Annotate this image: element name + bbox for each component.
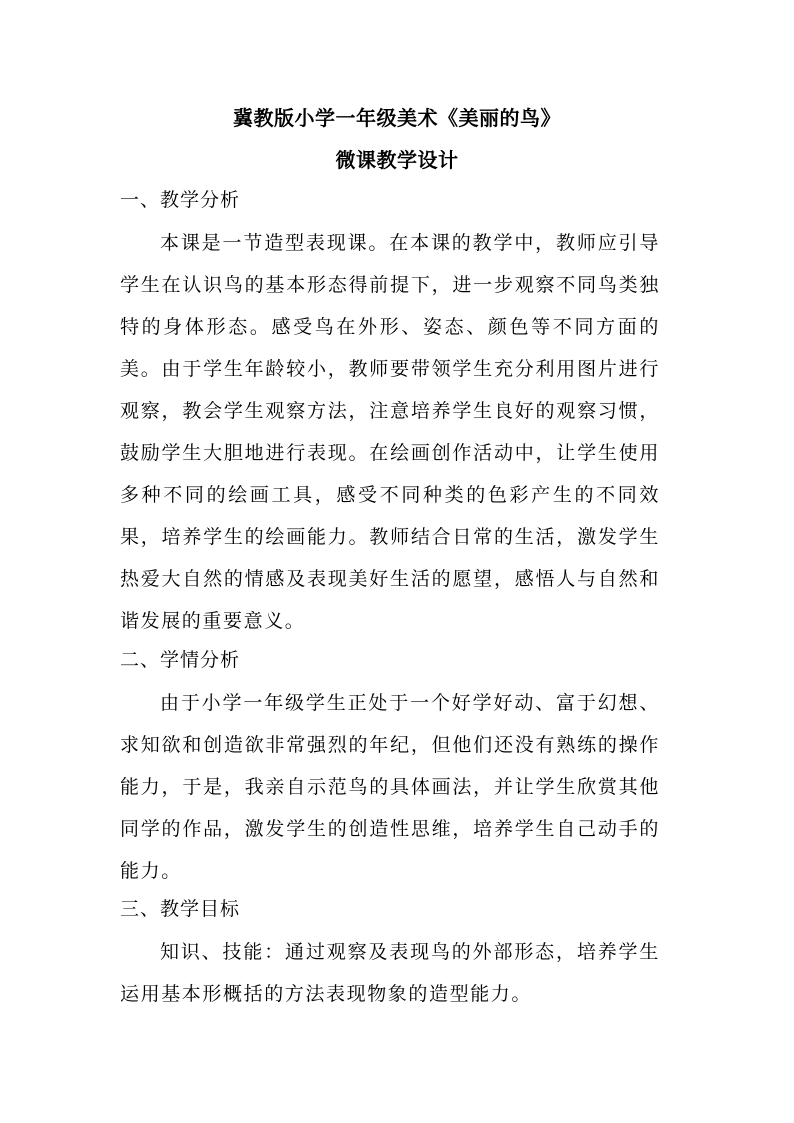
- section-heading-students: 二、学情分析: [120, 649, 241, 671]
- document-title: 冀教版小学一年级美术《美丽的鸟》: [233, 106, 561, 130]
- section-paragraph-analysis: 本课是一节造型表现课。在本课的教学中，教师应引导学生在认识鸟的基本形态得前提下，进一步观察不同鸟类独特的身体形态。感受鸟在外形、姿态、颜色等不同方面的美。由于学生年龄较小，教师要带领学生充分利用图片进行观察，教会学生观察方法，注意培养学生良好的观察习惯，鼓励学生大胆地进行表现。在绘画创作活动中，让学生使用多种不同的绘画工具，感受不同种类的色彩产生的不同效果，培养学生的绘画能力。教师结合日常的生活，激发学生热爱大自然的情感及表现美好生活的愿望，感悟人与自然和谐发展的重要意义。: [120, 232, 660, 632]
- section-heading-analysis: 一、教学分析: [120, 189, 241, 211]
- section-paragraph-students: 由于小学一年级学生正处于一个好学好动、富于幻想、求知欲和创造欲非常强烈的年纪，但他们还没有熟练的操作能力，于是，我亲自示范鸟的具体画法，并让学生欣赏其他同学的作品，激发学生的创造性思维，培养学生自己动手的能力。: [120, 692, 660, 882]
- document-subtitle: 微课教学设计: [335, 148, 459, 172]
- section-heading-goals: 三、教学目标: [120, 898, 241, 920]
- section-paragraph-goals: 知识、技能：通过观察及表现鸟的外部形态，培养学生运用基本形概括的方法表现物象的造型能力。: [120, 941, 660, 1005]
